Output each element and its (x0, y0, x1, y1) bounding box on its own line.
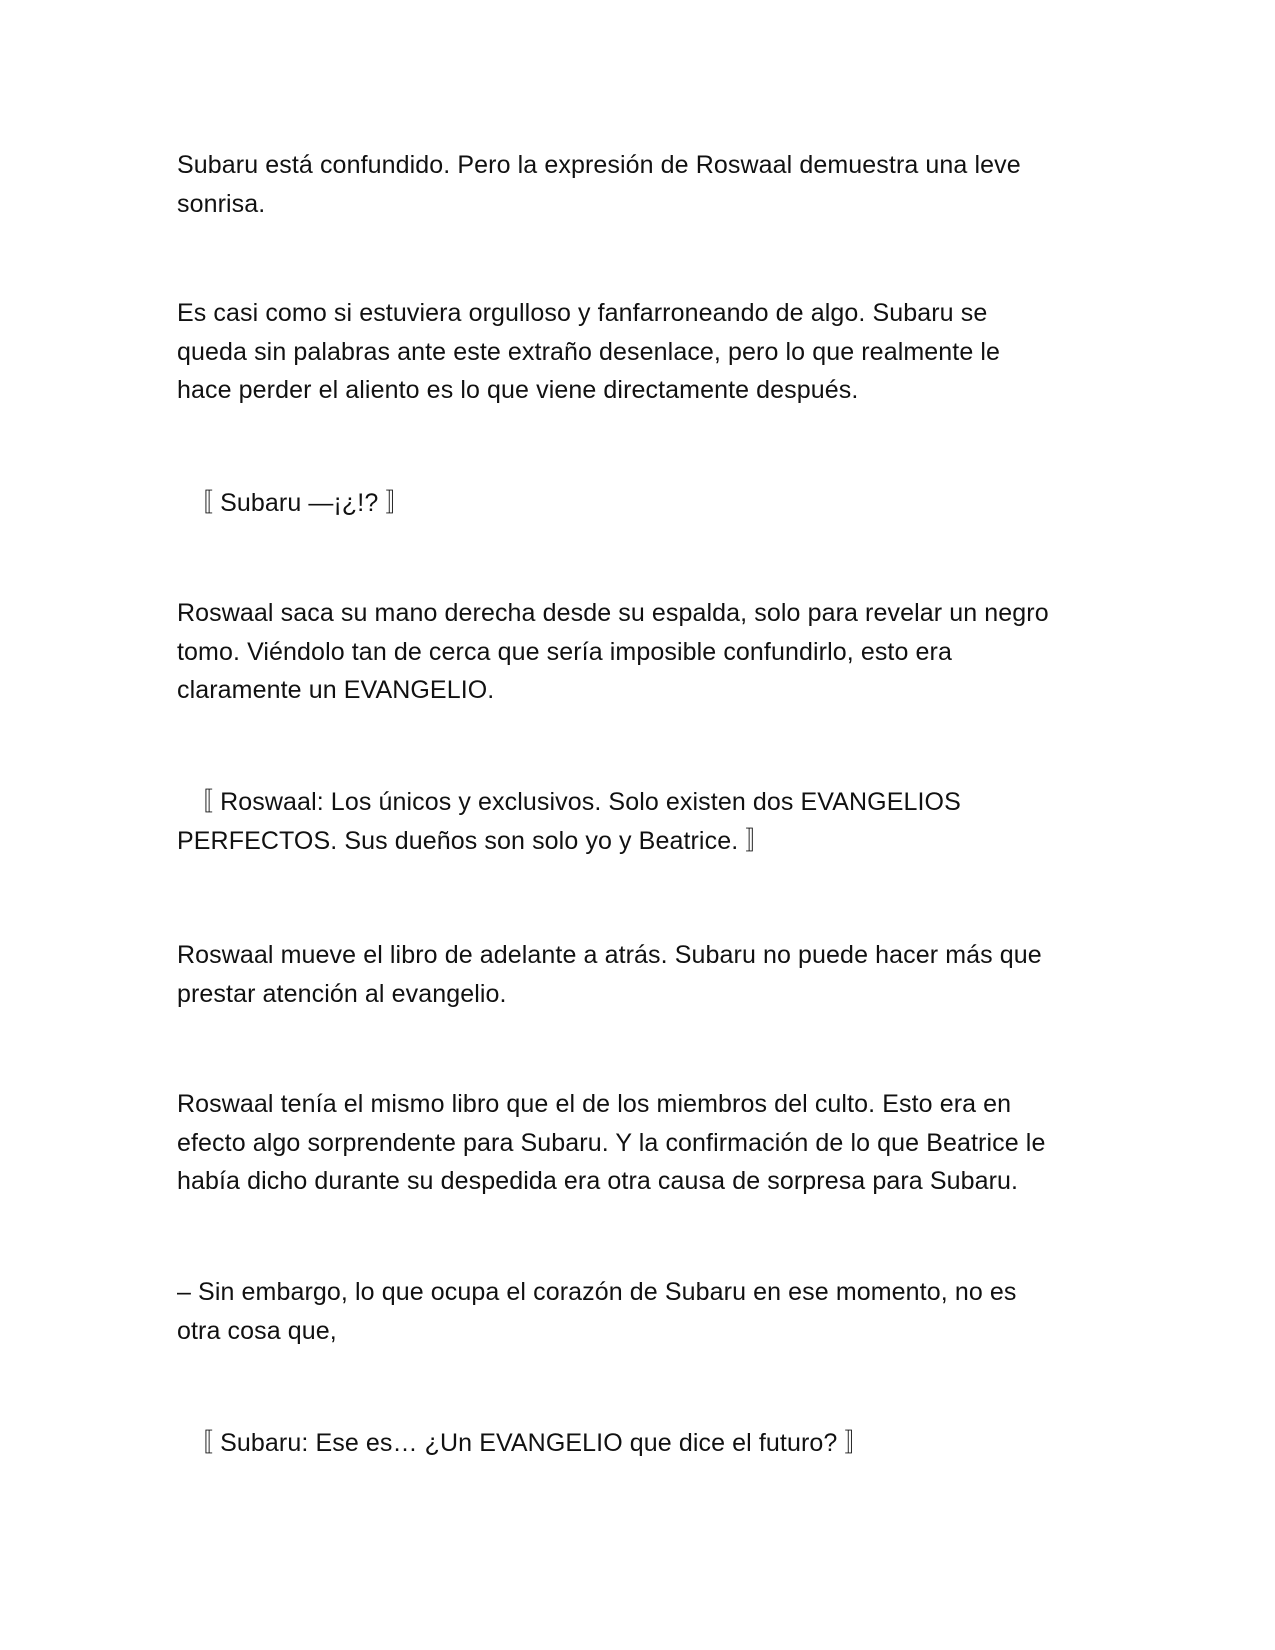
text-line: efecto algo sorprendente para Subaru. Y la confirmación de lo que Beatrice le (177, 1128, 1046, 1157)
paragraph-1 (177, 146, 1117, 223)
text-line: Es casi como si estuviera orgulloso y fanfarroneando de algo. Subaru se (177, 299, 988, 327)
text-line: Roswaal saca su mano derecha desde su espalda, solo para revelar un negro (177, 599, 1049, 627)
text-line: otra cosa que, (177, 1316, 337, 1345)
text-line: había dicho durante su despedida era otra causa de sorpresa para Subaru. (177, 1167, 1019, 1195)
dialogue-line: PERFECTOS. Sus dueños son solo yo y Beatrice. 〛 (177, 826, 771, 855)
text-line: prestar atención al evangelio. (177, 979, 507, 1008)
text-line: hace perder el aliento es lo que viene directamente después. (177, 376, 859, 404)
text-line: Subaru está confundido. Pero la expresión de Roswaal demuestra una leve (177, 151, 1021, 179)
paragraph-6 (177, 1273, 1117, 1350)
dialogue-2 (177, 783, 1117, 860)
text-line: tomo. Viéndolo tan de cerca que sería imposible confundirlo, esto era (177, 637, 952, 666)
text-line: sonrisa. (177, 189, 266, 218)
text-line: Roswaal tenía el mismo libro que el de los miembros del culto. Esto era en (177, 1090, 1012, 1118)
dialogue-3 (177, 1424, 1117, 1463)
text-line: – Sin embargo, lo que ocupa el corazón de Subaru en ese momento, no es (177, 1278, 1017, 1306)
text-line: Roswaal mueve el libro de adelante a atrás. Subaru no puede hacer más que (177, 941, 1042, 969)
dialogue-line: 〚 Subaru —¡¿!? 〛 (188, 489, 411, 517)
paragraph-5 (177, 1085, 1117, 1201)
text-line: queda sin palabras ante este extraño desenlace, pero lo que realmente le (177, 337, 1001, 366)
paragraph-2 (177, 294, 1117, 410)
text-line: claramente un EVANGELIO. (177, 676, 495, 704)
paragraph-4 (177, 936, 1117, 1013)
dialogue-line: 〚 Subaru: Ese es… ¿Un EVANGELIO que dice el futuro? 〛 (188, 1429, 870, 1457)
paragraph-3 (177, 594, 1117, 710)
dialogue-line: 〚 Roswaal: Los únicos y exclusivos. Solo existen dos EVANGELIOS (188, 788, 961, 816)
dialogue-1 (177, 484, 1117, 523)
